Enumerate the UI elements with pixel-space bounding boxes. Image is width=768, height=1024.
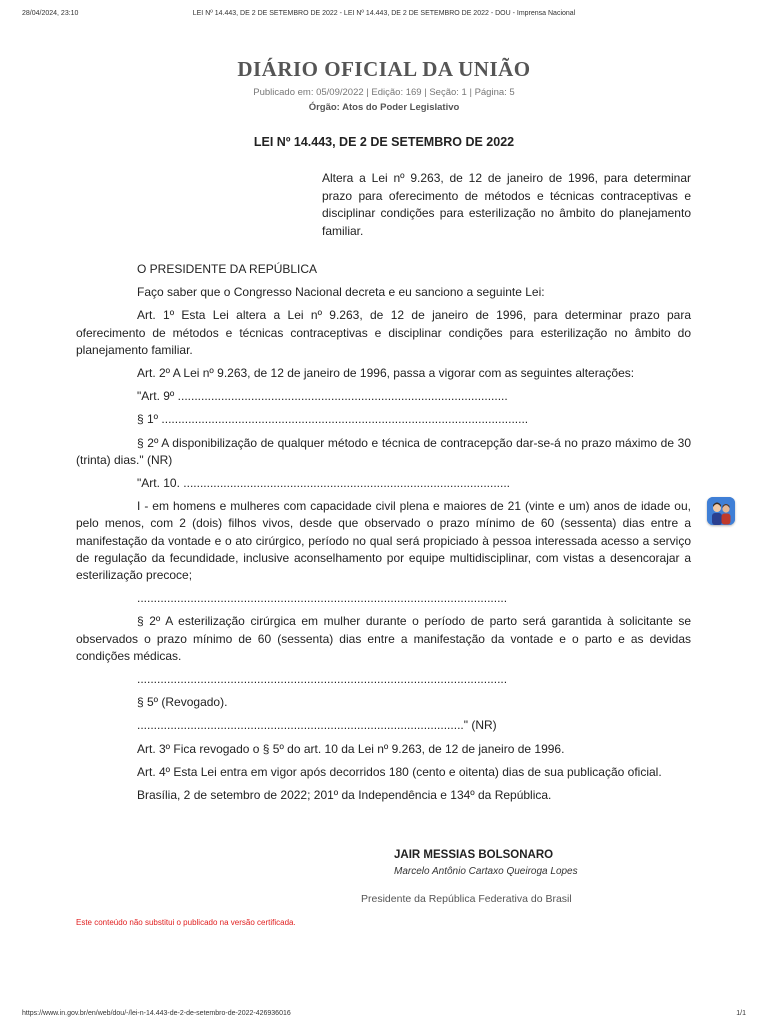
law-paragraph: § 5º (Revogado). xyxy=(137,695,228,710)
publication-meta: Publicado em: 05/09/2022 | Edição: 169 | Seção: 1 | Página: 5 xyxy=(253,87,515,98)
law-paragraph: § 2º A esterilização cirúrgica em mulher durante o período de parto será garantida à solicitante se observados o prazo mínimo de 60 (sessenta) dias entre a manifestação da vontade e o parto e as devidas condições médicas. xyxy=(76,614,691,663)
minister-name: Marcelo Antônio Cartaxo Queiroga Lopes xyxy=(394,866,578,877)
signatory-name: JAIR MESSIAS BOLSONARO xyxy=(394,849,554,861)
law-paragraph: I - em homens e mulheres com capacidade civil plena e maiores de 21 (vinte e um) anos de idade ou, pelo menos, com 2 (dois) filhos vivos, desde que observado o prazo mínimo de 60 (sessenta) dias entre a manifestação da vontade e o ato cirúrgico, período no qual será propiciado à pessoa interessada acesso a serviço de regulação da fecundidade, inclusive aconselhamento por equipe multidisciplinar, com vistas a desencorajar a esterilização precoce; xyxy=(76,499,691,583)
print-page-title: LEI Nº 14.443, DE 2 DE SETEMBRO DE 2022 - LEI Nº 14.443, DE 2 DE SETEMBRO DE 2022 - DOU - Imprensa Nacional xyxy=(192,10,576,17)
law-paragraph: Brasília, 2 de setembro de 2022; 201º da Independência e 134º da República. xyxy=(137,788,552,803)
print-url: https://www.in.gov.br/en/web/dou/-/lei-n-14.443-de-2-de-setembro-de-2022-426936016 xyxy=(22,1010,291,1017)
law-paragraph: ............................................................................................................... xyxy=(137,591,508,606)
avatar-icon-graphic xyxy=(707,497,735,525)
avatar-icon[interactable] xyxy=(707,497,735,525)
law-paragraph: § 1º .............................................................................................................. xyxy=(137,412,529,427)
orgao-label: Órgão: Atos do Poder Legislativo xyxy=(308,102,460,113)
law-body xyxy=(76,261,691,810)
print-page-number: 1/1 xyxy=(736,1010,746,1017)
law-paragraph: § 2º A disponibilização de qualquer método e técnica de contracepção dar-se-á no prazo máximo de 30 (trinta) dias." (NR) xyxy=(76,435,691,467)
law-paragraph: ............................................................................................................... xyxy=(137,672,508,687)
law-paragraph: Art. 1º Esta Lei altera a Lei nº 9.263, de 12 de janeiro de 1996, para determinar prazo para oferecimento de métodos e técnicas contraceptivas e disciplinar condições para esterilização no âmbito do planejamento familiar. xyxy=(76,308,691,357)
law-paragraph: Art. 3º Fica revogado o § 5º do art. 10 da Lei nº 9.263, de 12 de janeiro de 1996. xyxy=(137,741,565,756)
print-datetime: 28/04/2024, 23:10 xyxy=(22,10,79,17)
law-paragraph: "Art. 10. .................................................................................................. xyxy=(137,476,511,491)
dou-header xyxy=(0,57,768,113)
dou-title: DIÁRIO OFICIAL DA UNIÃO xyxy=(237,57,531,81)
president-heading: O PRESIDENTE DA REPÚBLICA xyxy=(137,262,318,276)
signatory-role: Presidente da República Federativa do Brasil xyxy=(361,893,572,905)
law-paragraph: Faço saber que o Congresso Nacional decreta e eu sanciono a seguinte Lei: xyxy=(137,285,545,300)
law-title: LEI Nº 14.443, DE 2 DE SETEMBRO DE 2022 xyxy=(253,135,515,149)
law-paragraph: Art. 4º Esta Lei entra em vigor após decorridos 180 (cento e oitenta) dias de sua publicação oficial. xyxy=(137,764,662,779)
law-paragraph: Art. 2º A Lei nº 9.263, de 12 de janeiro de 1996, passa a vigorar com as seguintes alterações: xyxy=(137,366,635,381)
law-ementa: Altera a Lei nº 9.263, de 12 de janeiro de 1996, para determinar prazo para oferecimento de métodos e técnicas contraceptivas e disciplinar condições para esterilização no âmbito do planejamento familiar. xyxy=(322,171,691,238)
law-paragraph: .................................................................................................." (NR) xyxy=(137,718,497,733)
certification-disclaimer: Este conteúdo não substitui o publicado na versão certificada. xyxy=(76,918,296,927)
law-paragraph: "Art. 9º ................................................................................................... xyxy=(137,389,508,404)
